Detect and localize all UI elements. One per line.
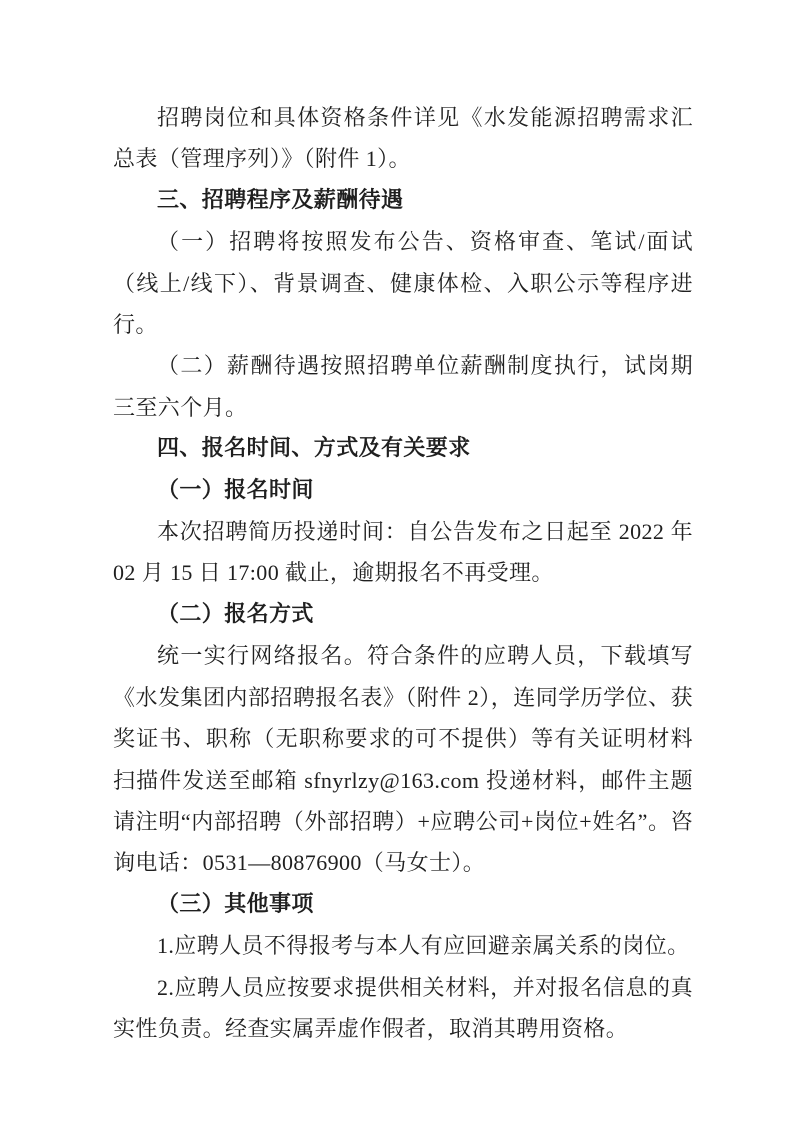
subheading: （一）报名时间 xyxy=(157,476,314,503)
subheading: （三）其他事项 xyxy=(157,890,314,917)
heading: 三、招聘程序及薪酬待遇 xyxy=(157,187,404,213)
body-paragraph: 招聘岗位和具体资格条件详见《水发能源招聘需求汇总表（管理序列）》（附件 1）。 xyxy=(113,105,693,172)
body-paragraph: 本次招聘简历投递时间：自公告发布之日起至 2022 年 02 月 15 日 17:00 截止，逾期报名不再受理。 xyxy=(113,519,693,586)
body-paragraph: 1.应聘人员不得报考与本人有应回避亲属关系的岗位。 xyxy=(157,933,690,959)
body-paragraph: 2.应聘人员应按要求提供相关材料，并对报名信息的真实性负责。经查实属弄虚作假者，取消其聘用资格。 xyxy=(113,974,693,1041)
heading: 四、报名时间、方式及有关要求 xyxy=(157,436,471,462)
document-content xyxy=(113,97,693,1049)
subheading: （二）报名方式 xyxy=(157,600,314,627)
body-paragraph: 统一实行网络报名。符合条件的应聘人员，下载填写《水发集团内部招聘报名表》（附件 2），连同学历学位、获奖证书、职称（无职称要求的可不提供）等有关证明材料扫描件发送至邮箱 sfnyrlzy@163.com 投递材料，邮件主题请注明“内部招聘（外部招聘）+应聘公司+岗位+姓名”。咨询电话：0531—80876900（马女士）。 xyxy=(113,643,693,876)
body-paragraph: （二）薪酬待遇按照招聘单位薪酬制度执行，试岗期三至六个月。 xyxy=(113,353,693,420)
body-paragraph: （一）招聘将按照发布公告、资格审查、笔试/面试（线上/线下）、背景调查、健康体检、入职公示等程序进行。 xyxy=(113,229,693,338)
